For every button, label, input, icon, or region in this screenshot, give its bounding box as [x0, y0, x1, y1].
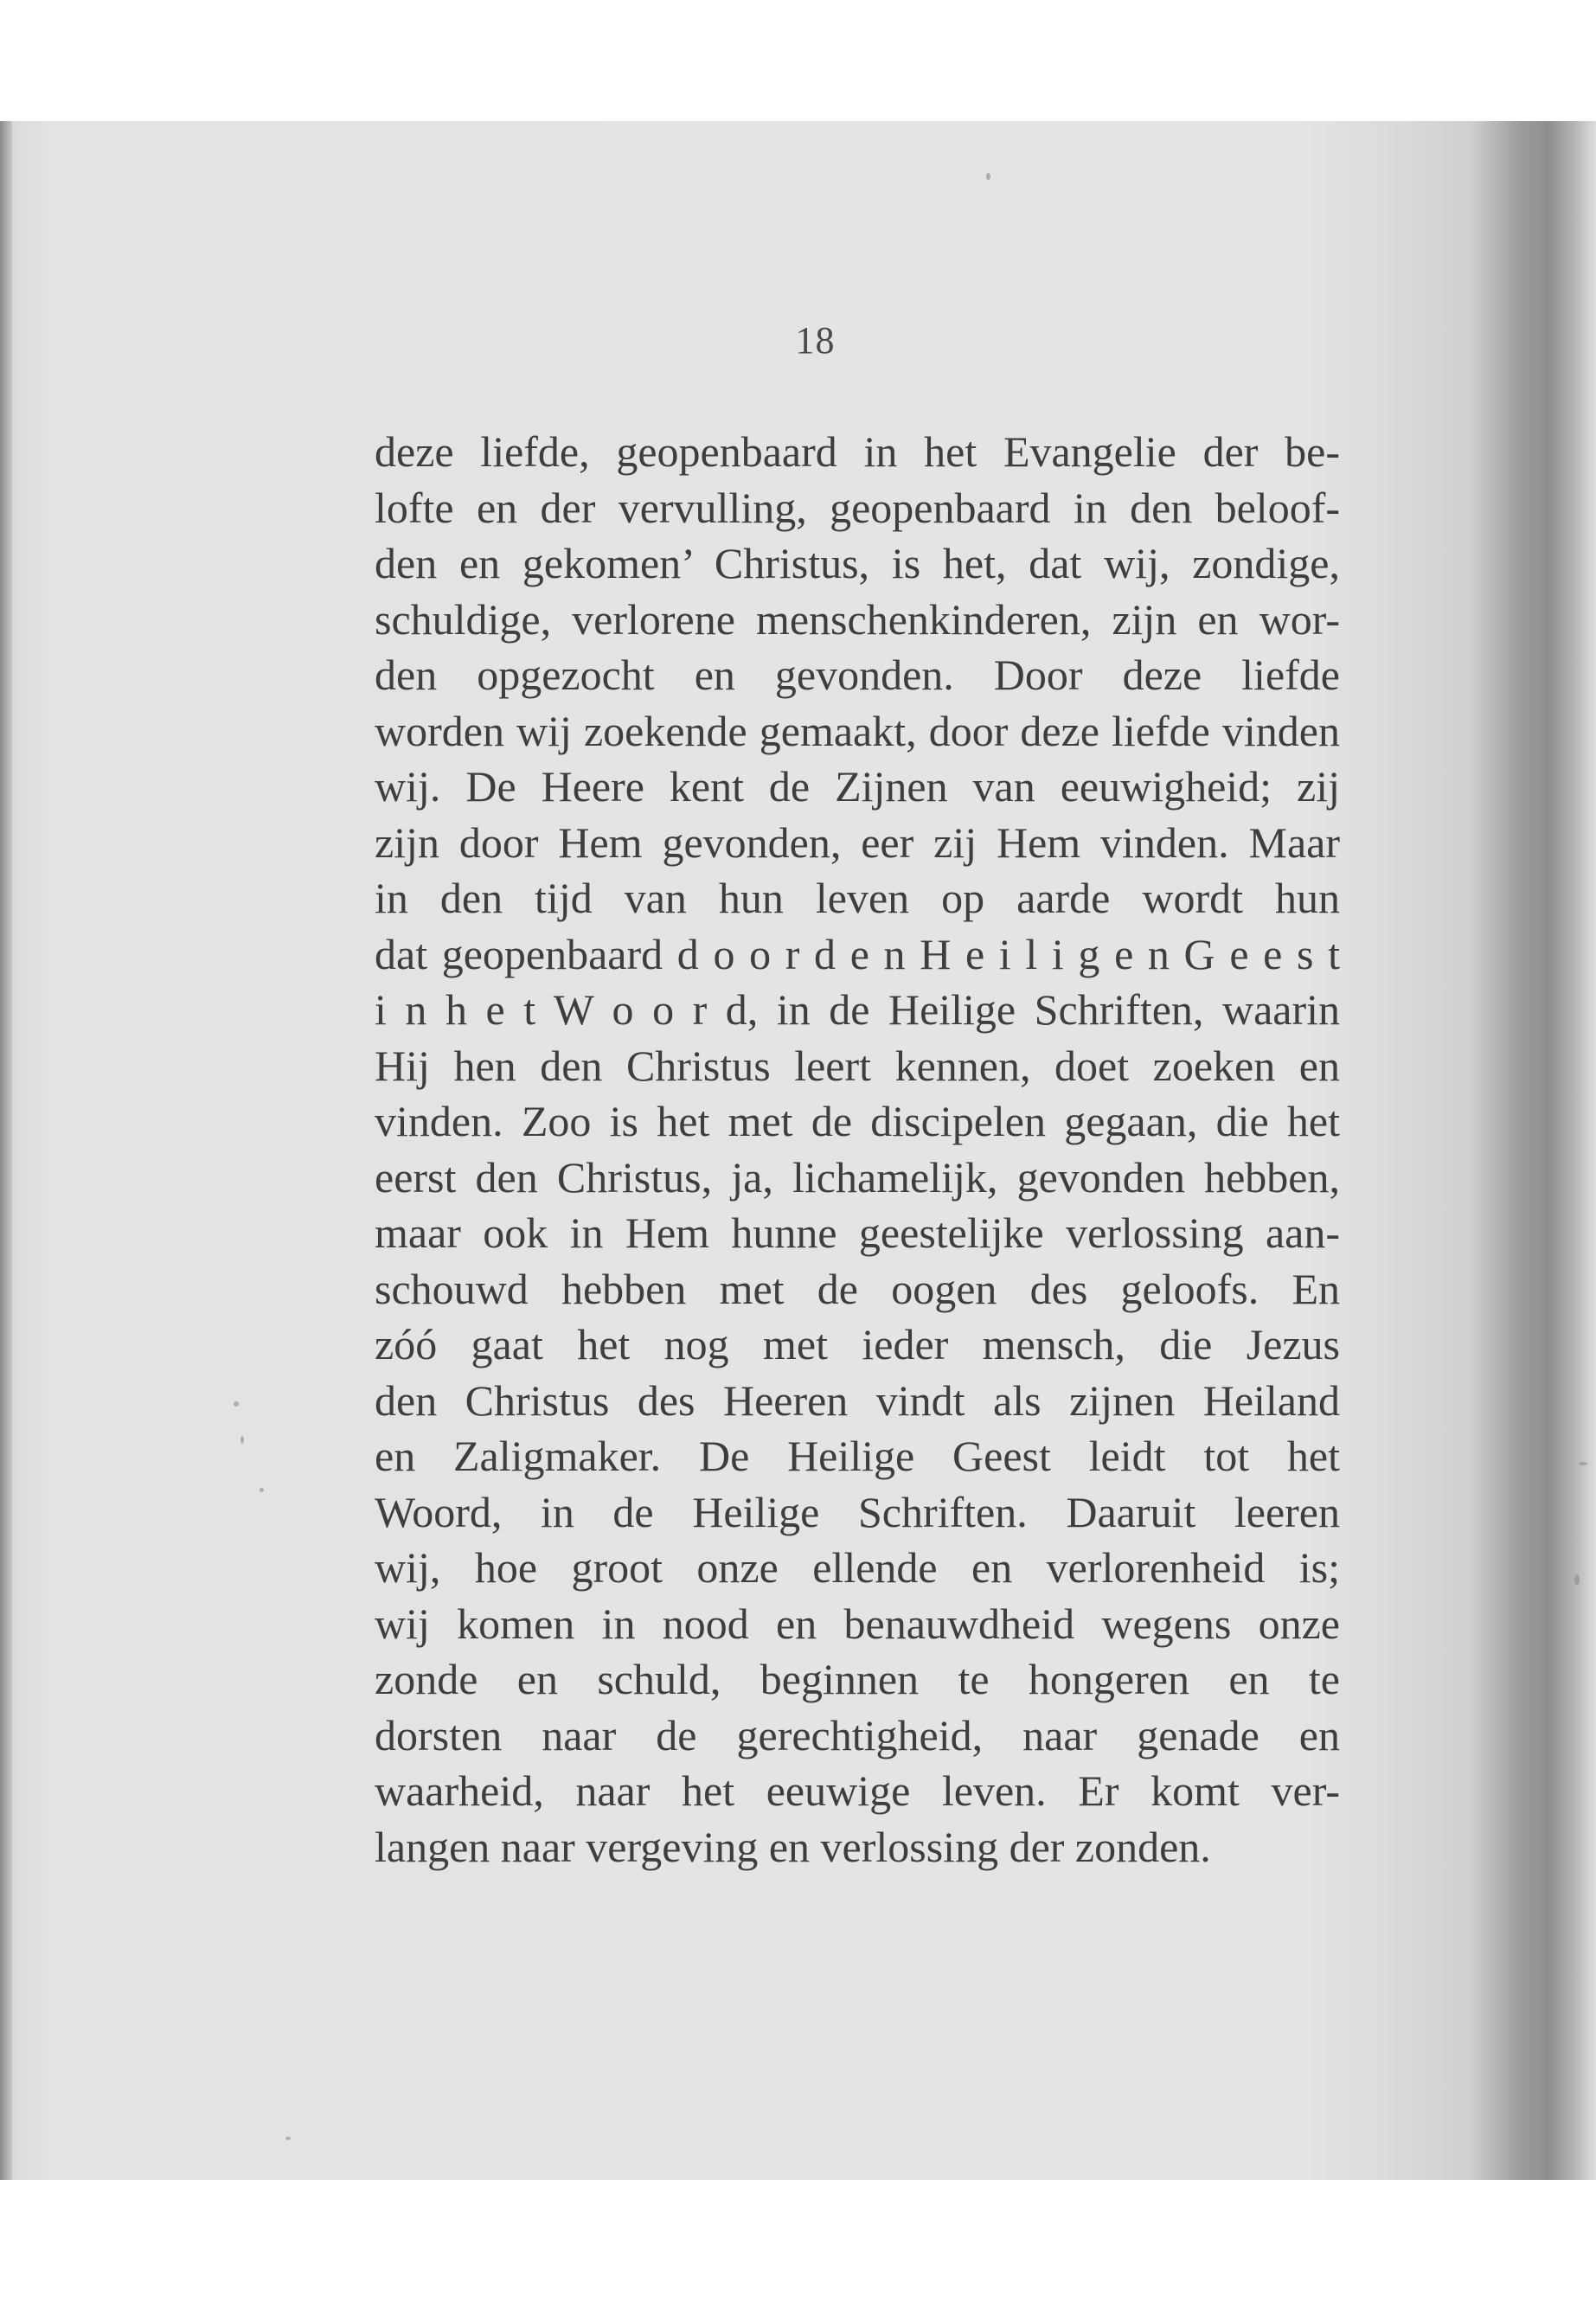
text-line: den opgezocht en gevonden. Door deze liefde — [375, 651, 1340, 699]
text-line: Hij hen den Christus leert kennen, doet zoeken en — [375, 1041, 1340, 1090]
text-line: schuldige, verlorene menschenkinderen, zijn en wor- — [375, 594, 1340, 644]
text-line: worden wij zoekende gemaakt, door deze liefde vinden — [375, 706, 1340, 755]
page-binding-edge — [0, 121, 12, 2180]
text-line: den Christus des Heeren vindt als zijnen Heiland — [375, 1375, 1340, 1425]
text-line: langen naar vergeving en verlossing der zonden. — [375, 1822, 1211, 1871]
text-line: lofte en der vervulling, geopenbaard in den beloof- — [375, 483, 1340, 532]
page-number: 18 — [795, 319, 836, 362]
scan-speck — [240, 1436, 244, 1444]
scan-speck — [285, 2137, 291, 2140]
scan-speck — [234, 1401, 239, 1407]
text-line: wij. De Heere kent de Zijnen van eeuwigheid; zij — [375, 762, 1340, 811]
text-line: schouwd hebben met de oogen des geloofs. En — [375, 1264, 1340, 1313]
text-line: en Zaligmaker. De Heilige Geest leidt tot het — [375, 1432, 1340, 1480]
text-line: zijn door Hem gevonden, eer zij Hem vinden. Maar — [375, 817, 1340, 867]
scanned-page — [0, 121, 1596, 2180]
scan-speck — [260, 1488, 264, 1492]
text-line: dorsten naar de gerechtigheid, naar genade en — [375, 1710, 1340, 1759]
text-line: Woord, in de Heilige Schriften. Daaruit leeren — [375, 1487, 1340, 1536]
text-line: dat geopenbaard d o o r d e n H e i l i g e n G e e s t — [375, 929, 1340, 978]
scan-speck — [1579, 1462, 1587, 1465]
text-line: in den tijd van hun leven op aarde wordt hun — [375, 874, 1340, 922]
text-line: i n h e t W o o r d, in de Heilige Schriften, waarin — [375, 985, 1340, 1034]
body-text — [375, 424, 1340, 1875]
scan-speck — [1574, 1574, 1580, 1585]
text-line: deze liefde, geopenbaard in het Evangelie der be- — [375, 427, 1340, 476]
text-line: waarheid, naar het eeuwige leven. Er komt ver- — [375, 1766, 1340, 1815]
text-line: zóó gaat het nog met ieder mensch, die Jezus — [375, 1320, 1340, 1368]
text-line: zonde en schuld, beginnen te hongeren en te — [375, 1655, 1340, 1703]
text-line: eerst den Christus, ja, lichamelijk, gevonden hebben, — [375, 1152, 1340, 1202]
text-line: maar ook in Hem hunne geestelijke verlossing aan- — [375, 1208, 1340, 1257]
text-line: vinden. Zoo is het met de discipelen gegaan, die het — [375, 1097, 1340, 1145]
text-line: wij, hoe groot onze ellende en verlorenheid is; — [375, 1543, 1340, 1592]
text-line: wij komen in nood en benauwdheid wegens onze — [375, 1599, 1340, 1648]
scan-speck — [986, 173, 990, 180]
text-line: den en gekomen’ Christus, is het, dat wij, zondige, — [375, 539, 1340, 587]
